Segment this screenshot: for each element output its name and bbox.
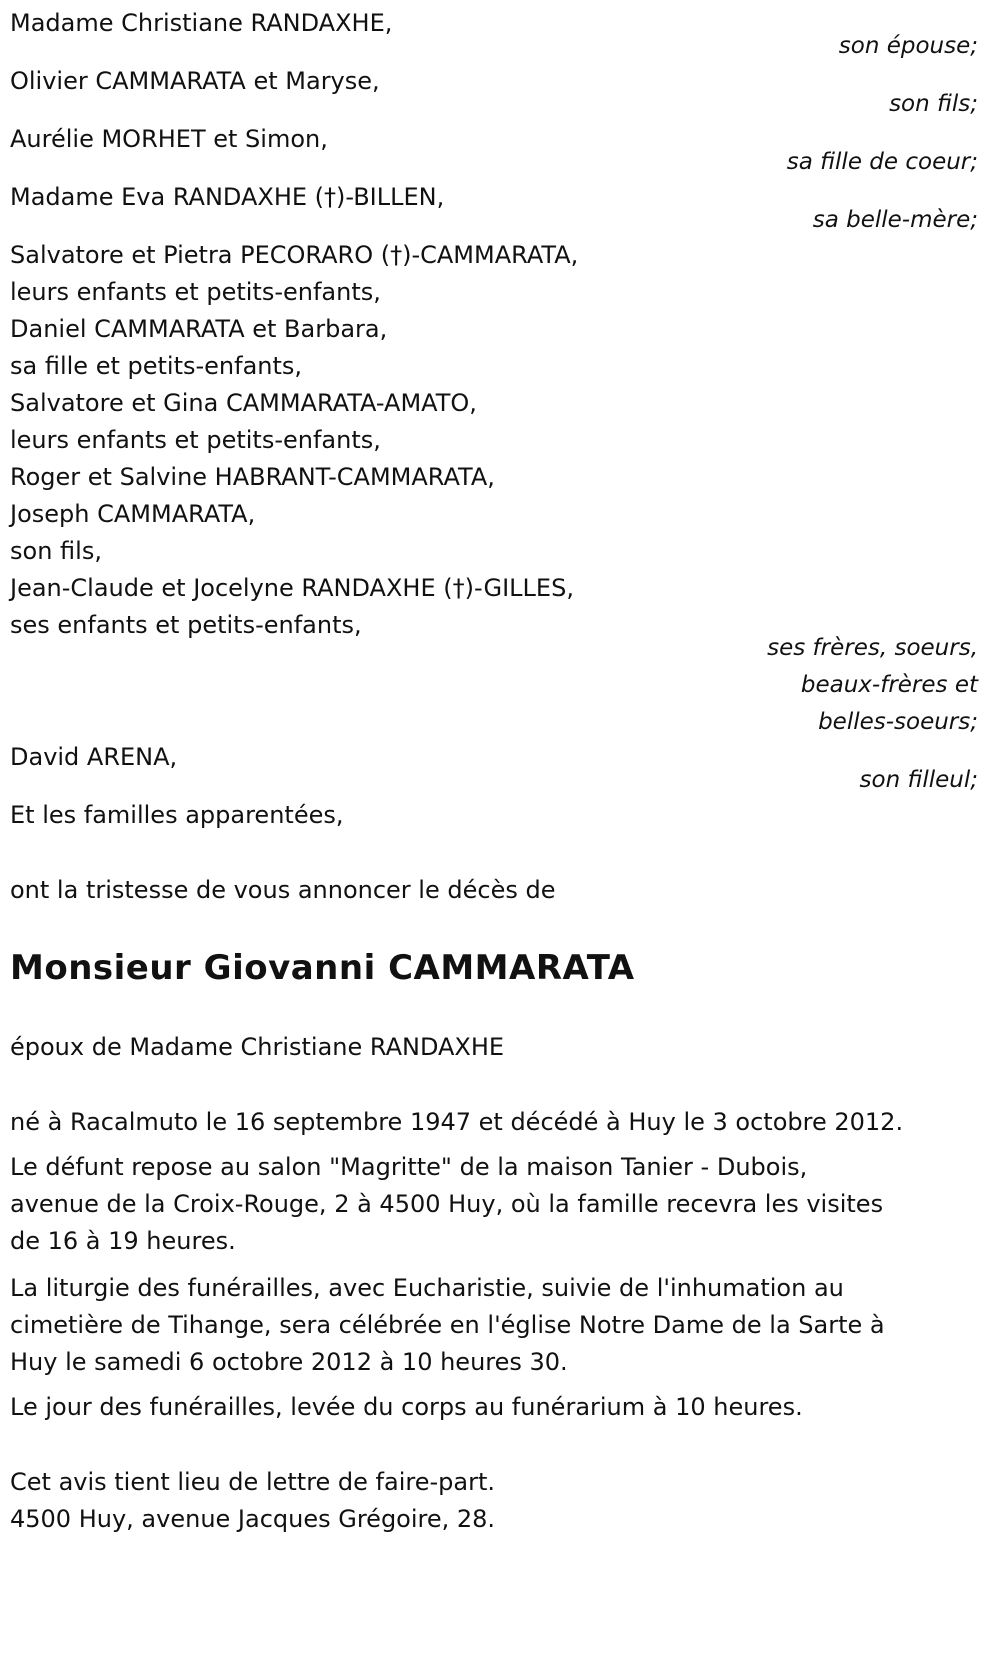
- family-name-line: leurs enfants et petits-enfants,: [10, 426, 381, 454]
- family-name-line: Jean-Claude et Jocelyne RANDAXHE (†)-GILLES,: [10, 574, 574, 602]
- family-name-line: Aurélie MORHET et Simon,: [10, 125, 328, 153]
- family-entry: [10, 121, 990, 181]
- visitation-line: de 16 à 19 heures.: [10, 1227, 236, 1255]
- family-role: belles-soeurs;: [818, 709, 978, 735]
- liturgy-paragraph: [10, 1270, 990, 1381]
- family-name-line: Olivier CAMMARATA et Maryse,: [10, 67, 380, 95]
- family-entry: [10, 739, 990, 799]
- funeral-day-line: Le jour des funérailles, levée du corps au funérarium à 10 heures.: [10, 1393, 803, 1421]
- family-role: sa fille de coeur;: [786, 149, 978, 175]
- visitation-line: avenue de la Croix-Rouge, 2 à 4500 Huy, où la famille recevra les visites: [10, 1190, 884, 1218]
- family-entry: [10, 179, 990, 239]
- family-name-line: Daniel CAMMARATA et Barbara,: [10, 315, 388, 343]
- family-name-line: David ARENA,: [10, 743, 178, 771]
- family-name-line: Salvatore et Gina CAMMARATA-AMATO,: [10, 389, 477, 417]
- announcement: ont la tristesse de vous annoncer le décès de: [10, 876, 556, 904]
- family-name-line: son fils,: [10, 537, 102, 565]
- liturgy-line: cimetière de Tihange, sera célébrée en l'église Notre Dame de la Sarte à: [10, 1311, 885, 1339]
- family-role: sa belle-mère;: [812, 207, 978, 233]
- deceased-name: Monsieur Giovanni CAMMARATA: [10, 948, 635, 988]
- family-name-line: ses enfants et petits-enfants,: [10, 611, 362, 639]
- family-role: ses frères, soeurs,: [767, 635, 978, 661]
- family-role: son filleul;: [859, 767, 978, 793]
- family-name-line: Madame Christiane RANDAXHE,: [10, 9, 393, 37]
- family-name-line: Madame Eva RANDAXHE (†)-BILLEN,: [10, 183, 445, 211]
- closing-block: [10, 1464, 990, 1538]
- address-line: 4500 Huy, avenue Jacques Grégoire, 28.: [10, 1505, 496, 1533]
- family-name-line: sa fille et petits-enfants,: [10, 352, 303, 380]
- family-role: beaux-frères et: [800, 672, 978, 698]
- liturgy-line: La liturgie des funérailles, avec Eucharistie, suivie de l'inhumation au: [10, 1274, 844, 1302]
- family-role: son fils;: [889, 91, 978, 117]
- family-name-line: leurs enfants et petits-enfants,: [10, 278, 381, 306]
- family-entry: [10, 5, 990, 65]
- family-name-line: Et les familles apparentées,: [10, 801, 344, 829]
- family-entry: [10, 63, 990, 123]
- birth-death-line: né à Racalmuto le 16 septembre 1947 et décédé à Huy le 3 octobre 2012.: [10, 1108, 904, 1136]
- family-name-line: Joseph CAMMARATA,: [10, 500, 256, 528]
- family-list: [10, 0, 990, 834]
- visitation-paragraph: [10, 1149, 990, 1260]
- closing-line: Cet avis tient lieu de lettre de faire-part.: [10, 1468, 495, 1496]
- family-name-line: Salvatore et Pietra PECORARO (†)-CAMMARATA,: [10, 241, 579, 269]
- liturgy-line: Huy le samedi 6 octobre 2012 à 10 heures 30.: [10, 1348, 568, 1376]
- family-name-line: Roger et Salvine HABRANT-CAMMARATA,: [10, 463, 495, 491]
- visitation-line: Le défunt repose au salon "Magritte" de la maison Tanier - Dubois,: [10, 1153, 808, 1181]
- family-entry: [10, 237, 990, 741]
- family-entry: [10, 797, 990, 834]
- family-role: son épouse;: [838, 33, 978, 59]
- spouse-line: époux de Madame Christiane RANDAXHE: [10, 1033, 505, 1061]
